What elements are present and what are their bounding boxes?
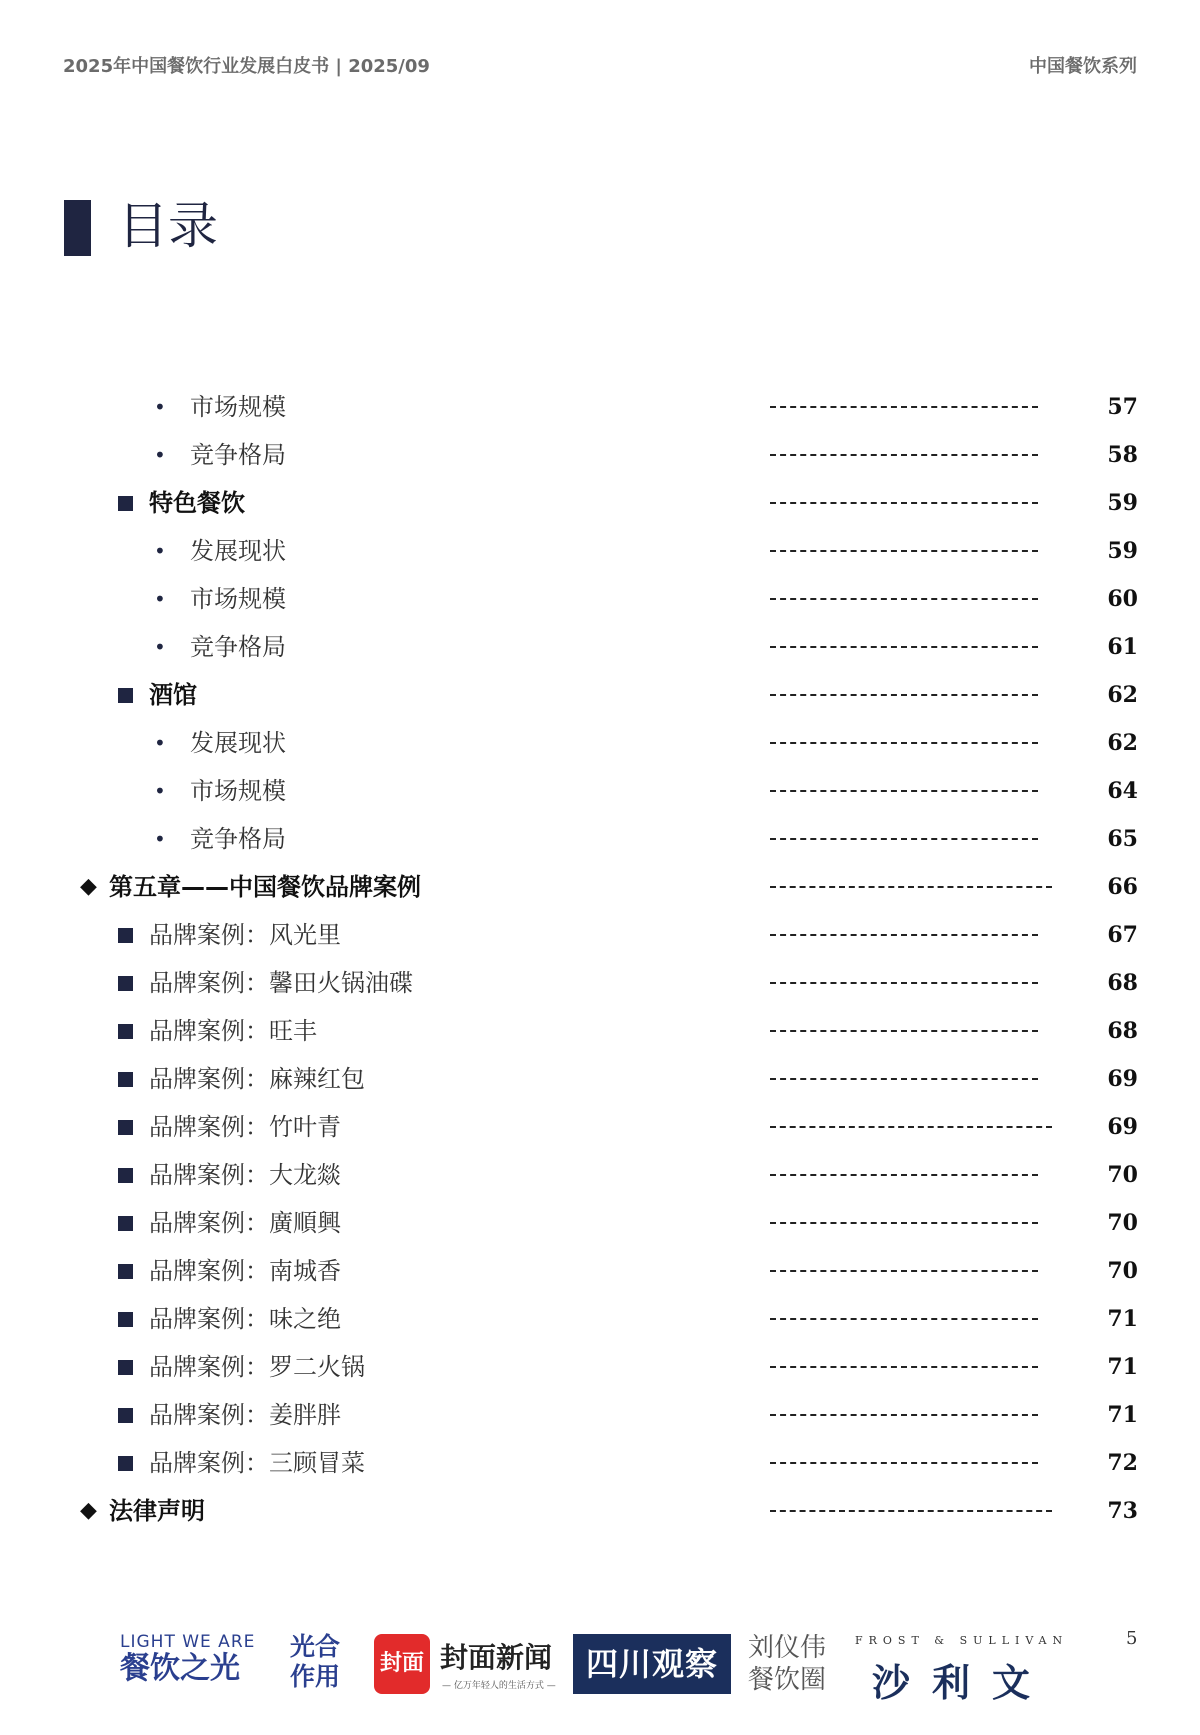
dot-bullet-icon: • (154, 731, 166, 755)
toc-entry-page: 70 (1107, 1162, 1138, 1188)
logo-guanghe (290, 1632, 340, 1692)
toc-entry-label: 品牌案例：竹叶青 (149, 1113, 341, 1141)
logo-text: 餐饮圈 (748, 1665, 827, 1695)
dash-leader (770, 1366, 1038, 1368)
toc-entry-label: 市场规模 (190, 585, 286, 613)
logo-fengmian-slogan: — 亿万年轻人的生活方式 — (442, 1681, 556, 1691)
toc-entry-label: 品牌案例：姜胖胖 (149, 1401, 341, 1429)
toc-entry-page: 58 (1107, 442, 1138, 468)
page-number: 5 (1126, 1628, 1138, 1649)
toc-entry-page: 70 (1107, 1258, 1138, 1284)
toc-entry-page: 73 (1107, 1498, 1138, 1524)
toc-entry[interactable] (0, 671, 1200, 719)
toc-entry-page: 67 (1107, 922, 1138, 948)
toc-entry-label: 竞争格局 (190, 633, 286, 661)
toc-entry-label: 品牌案例：风光里 (149, 921, 341, 949)
dash-leader (770, 1174, 1038, 1176)
dash-leader (770, 406, 1038, 408)
toc-entry-page: 68 (1107, 970, 1138, 996)
toc-entry[interactable] (0, 1391, 1200, 1439)
square-bullet-icon (118, 1168, 133, 1183)
toc-entry-label: 市场规模 (190, 393, 286, 421)
dash-leader (770, 838, 1038, 840)
toc-entry[interactable] (0, 767, 1200, 815)
dash-leader (770, 1270, 1038, 1272)
diamond-bullet-icon: ◆ (80, 1498, 97, 1523)
toc-entry-page: 69 (1107, 1114, 1138, 1140)
dot-bullet-icon: • (154, 539, 166, 563)
header-report-title: 2025年中国餐饮行业发展白皮书 | 2025/09 (63, 56, 430, 77)
toc-entry-page: 64 (1107, 778, 1138, 804)
dot-bullet-icon: • (154, 635, 166, 659)
dash-leader (770, 886, 1052, 888)
toc-entry[interactable] (0, 1295, 1200, 1343)
dash-leader (770, 454, 1038, 456)
dash-leader (770, 982, 1038, 984)
dash-leader (770, 1510, 1052, 1512)
page-title: 目录 (118, 197, 218, 255)
diamond-bullet-icon: ◆ (80, 874, 97, 899)
dash-leader (770, 1414, 1038, 1416)
logo-liuyiwei (748, 1632, 826, 1696)
logo-lightweare (120, 1632, 255, 1686)
toc-entry-page: 72 (1107, 1450, 1138, 1476)
square-bullet-icon (118, 1360, 133, 1375)
toc-entry[interactable] (0, 1055, 1200, 1103)
toc-entry[interactable] (0, 959, 1200, 1007)
dash-leader (770, 502, 1038, 504)
toc-entry[interactable] (0, 1247, 1200, 1295)
toc-entry-label: 品牌案例：三顾冒菜 (149, 1449, 365, 1477)
toc-entry-label: 品牌案例：麻辣红包 (149, 1065, 365, 1093)
dot-bullet-icon: • (154, 443, 166, 467)
dash-leader (770, 1318, 1038, 1320)
table-of-contents (0, 383, 1200, 1535)
toc-entry-page: 62 (1107, 682, 1138, 708)
dot-bullet-icon: • (154, 587, 166, 611)
toc-entry[interactable] (0, 719, 1200, 767)
toc-entry-label: 发展现状 (190, 729, 286, 757)
dash-leader (770, 1462, 1038, 1464)
toc-entry-page: 71 (1107, 1402, 1138, 1428)
logo-text: 光合 (290, 1632, 341, 1661)
toc-entry[interactable] (0, 479, 1200, 527)
toc-entry-label: 品牌案例：罗二火锅 (149, 1353, 365, 1381)
toc-entry-page: 65 (1107, 826, 1138, 852)
toc-entry[interactable] (0, 575, 1200, 623)
dash-leader (770, 934, 1038, 936)
dash-leader (770, 550, 1038, 552)
toc-entry[interactable] (0, 1103, 1200, 1151)
toc-entry-label: 发展现状 (190, 537, 286, 565)
footer-logos (0, 1626, 1200, 1706)
toc-entry[interactable] (0, 815, 1200, 863)
logo-text: 餐饮之光 (120, 1651, 240, 1686)
toc-entry[interactable] (0, 431, 1200, 479)
toc-entry-label: 品牌案例：南城香 (149, 1257, 341, 1285)
logo-fengmian-name: 封面新闻 (440, 1641, 553, 1674)
logo-fengmian-icon: 封面 (374, 1634, 430, 1694)
square-bullet-icon (118, 1216, 133, 1231)
toc-entry-label: 第五章——中国餐饮品牌案例 (109, 873, 421, 901)
toc-entry[interactable] (0, 1487, 1200, 1535)
title-accent-bar (64, 200, 91, 256)
toc-entry-page: 59 (1107, 490, 1138, 516)
logo-text: LIGHT WE ARE (120, 1632, 256, 1652)
logo-sichuan-guancha: 四川观察 (573, 1634, 731, 1694)
dash-leader (770, 598, 1038, 600)
toc-entry[interactable] (0, 911, 1200, 959)
toc-entry[interactable] (0, 383, 1200, 431)
square-bullet-icon (118, 928, 133, 943)
header-series: 中国餐饮系列 (1029, 56, 1137, 77)
logo-text: 刘仪伟 (748, 1633, 827, 1663)
toc-entry[interactable] (0, 1439, 1200, 1487)
toc-entry[interactable] (0, 1151, 1200, 1199)
toc-entry-label: 品牌案例：大龙燚 (149, 1161, 341, 1189)
dash-leader (770, 1222, 1038, 1224)
toc-entry[interactable] (0, 623, 1200, 671)
square-bullet-icon (118, 1120, 133, 1135)
toc-entry-label: 酒馆 (149, 681, 197, 709)
toc-entry-page: 61 (1107, 634, 1138, 660)
dot-bullet-icon: • (154, 827, 166, 851)
toc-entry-page: 66 (1107, 874, 1138, 900)
toc-entry-label: 市场规模 (190, 777, 286, 805)
toc-entry-label: 竞争格局 (190, 441, 286, 469)
toc-entry[interactable] (0, 527, 1200, 575)
toc-entry-page: 62 (1107, 730, 1138, 756)
toc-entry-label: 品牌案例：味之绝 (149, 1305, 341, 1333)
logo-frost-sullivan-cn: 沙利文 (872, 1661, 1053, 1705)
toc-entry[interactable] (0, 1007, 1200, 1055)
square-bullet-icon (118, 1024, 133, 1039)
toc-entry[interactable] (0, 1199, 1200, 1247)
dot-bullet-icon: • (154, 779, 166, 803)
dot-bullet-icon: • (154, 395, 166, 419)
toc-entry-page: 69 (1107, 1066, 1138, 1092)
toc-entry-label: 竞争格局 (190, 825, 286, 853)
square-bullet-icon (118, 1264, 133, 1279)
dash-leader (770, 742, 1038, 744)
toc-entry[interactable] (0, 863, 1200, 911)
dash-leader (770, 646, 1038, 648)
square-bullet-icon (118, 496, 133, 511)
toc-entry[interactable] (0, 1343, 1200, 1391)
toc-entry-label: 品牌案例：旺丰 (149, 1017, 317, 1045)
toc-entry-page: 71 (1107, 1354, 1138, 1380)
square-bullet-icon (118, 688, 133, 703)
dash-leader (770, 694, 1038, 696)
toc-entry-page: 68 (1107, 1018, 1138, 1044)
toc-entry-label: 特色餐饮 (149, 489, 245, 517)
logo-frost-sullivan-en: FROST & SULLIVAN (855, 1634, 1069, 1647)
square-bullet-icon (118, 1408, 133, 1423)
toc-entry-label: 品牌案例：馨田火锅油碟 (149, 969, 413, 997)
logo-text: 作用 (290, 1662, 341, 1691)
toc-entry-page: 71 (1107, 1306, 1138, 1332)
square-bullet-icon (118, 976, 133, 991)
dash-leader (770, 1126, 1052, 1128)
toc-entry-page: 57 (1107, 394, 1138, 420)
toc-entry-label: 法律声明 (109, 1497, 205, 1525)
square-bullet-icon (118, 1072, 133, 1087)
square-bullet-icon (118, 1312, 133, 1327)
dash-leader (770, 1030, 1038, 1032)
toc-entry-label: 品牌案例：廣順興 (149, 1209, 341, 1237)
dash-leader (770, 790, 1038, 792)
square-bullet-icon (118, 1456, 133, 1471)
toc-entry-page: 70 (1107, 1210, 1138, 1236)
toc-entry-page: 59 (1107, 538, 1138, 564)
dash-leader (770, 1078, 1038, 1080)
toc-entry-page: 60 (1107, 586, 1138, 612)
